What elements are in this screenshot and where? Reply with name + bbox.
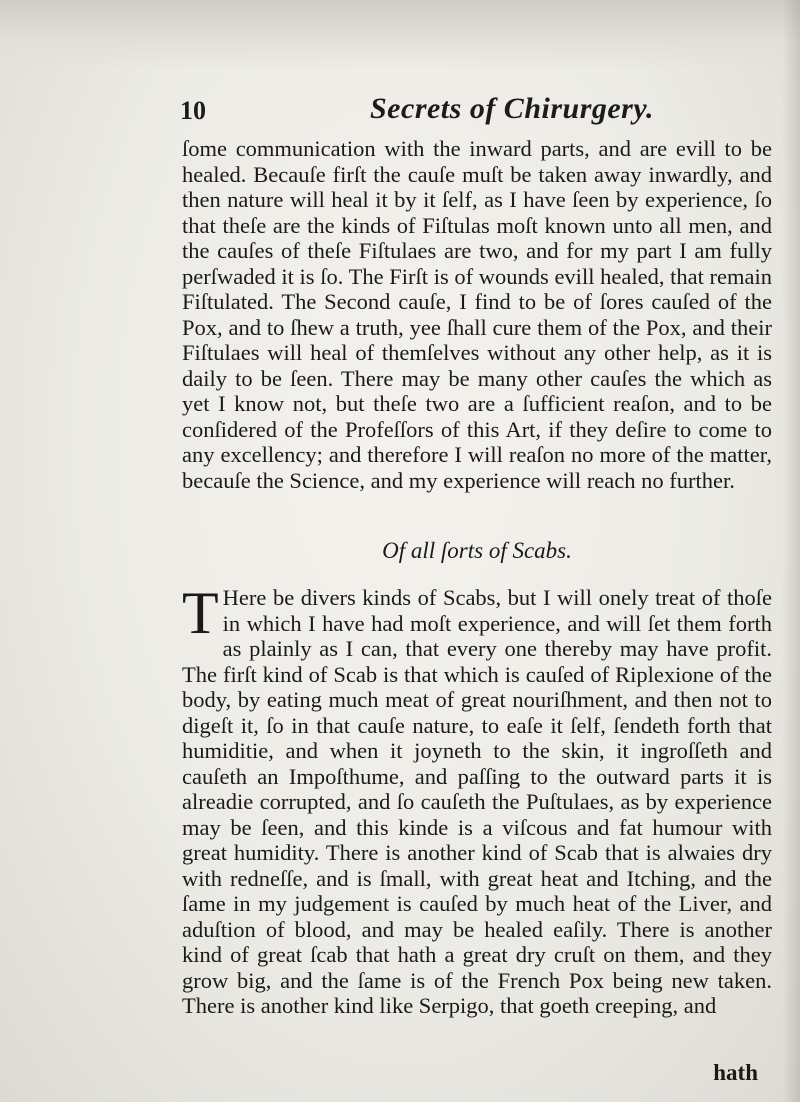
section-heading: Of all ſorts of Scabs.: [382, 538, 572, 563]
page-edge-shadow: [782, 0, 800, 1102]
catchword: hath: [713, 1060, 758, 1085]
page-number: 10: [180, 96, 206, 125]
paragraph-text: Here be divers kinds of Scabs, but I will onely treat of thoſe in which I have had moſt experience, and will ſet them forth as plainly as I can, that every one thereby may have profit. The firſt kind of Scab is that which is cauſed of Riplexione of the body, by eating much meat of great nouriſhment, and then not to digeſt it, ſo in that cauſe nature, to eaſe it ſelf, ſendeth forth that humiditie, and when it joyneth to the skin, it ingroſſeth and cauſeth an Impoſthume, and paſſing to the outward parts it is alreadie corrupted, and ſo cauſeth the Puſtulaes, as by experience may be ſeen, and this kinde is a viſcous and fat humour with great humidity. There is another kind of Scab that is alwaies dry with redneſſe, and is ſmall, with great heat and Itching, and the ſame in my judgement is cauſed by much heat of the Liver, and aduſtion of blood, and may be healed eaſily. There is another kind of great ſcab that hath a great dry cruſt on them, and they grow big, and the ſame is of the French Pox being new taken. There is another kind like Serpigo, that goeth creeping, and: [182, 585, 772, 1018]
paragraph-fistulas: [182, 136, 772, 493]
paragraph-text: ſome communication with the inward parts, and are evill to be healed. Becauſe firſt the cauſe muſt be taken away inwardly, and then nature will heal it by it ſelf, as I have ſeen by experience, ſo that theſe are the kinds of Fiſtulas moſt known unto all men, and the cauſes of theſe Fiſtulaes are two, and for my part I am fully perſwaded it is ſo. The Firſt is of wounds evill healed, that remain Fiſtulated. The Second cauſe, I find to be of ſores cauſed of the Pox, and to ſhew a truth, yee ſhall cure them of the Pox, and their Fiſtulaes will heal of themſelves without any other help, as it is daily to be ſeen. There may be many other cauſes the which as yet I know not, but theſe two are a ſufficient reaſon, and to be conſidered of the Profeſſors of this Art, if they deſire to come to any excellency; and therefore I will reaſon no more of the matter, becauſe the Science, and my experience will reach no further.: [182, 136, 772, 493]
page-top-shadow: [0, 0, 800, 70]
running-title: Secrets of Chirurgery.: [370, 92, 655, 125]
drop-cap: T: [182, 580, 219, 646]
page-header: [180, 92, 780, 132]
paragraph-scabs: [182, 580, 772, 1019]
